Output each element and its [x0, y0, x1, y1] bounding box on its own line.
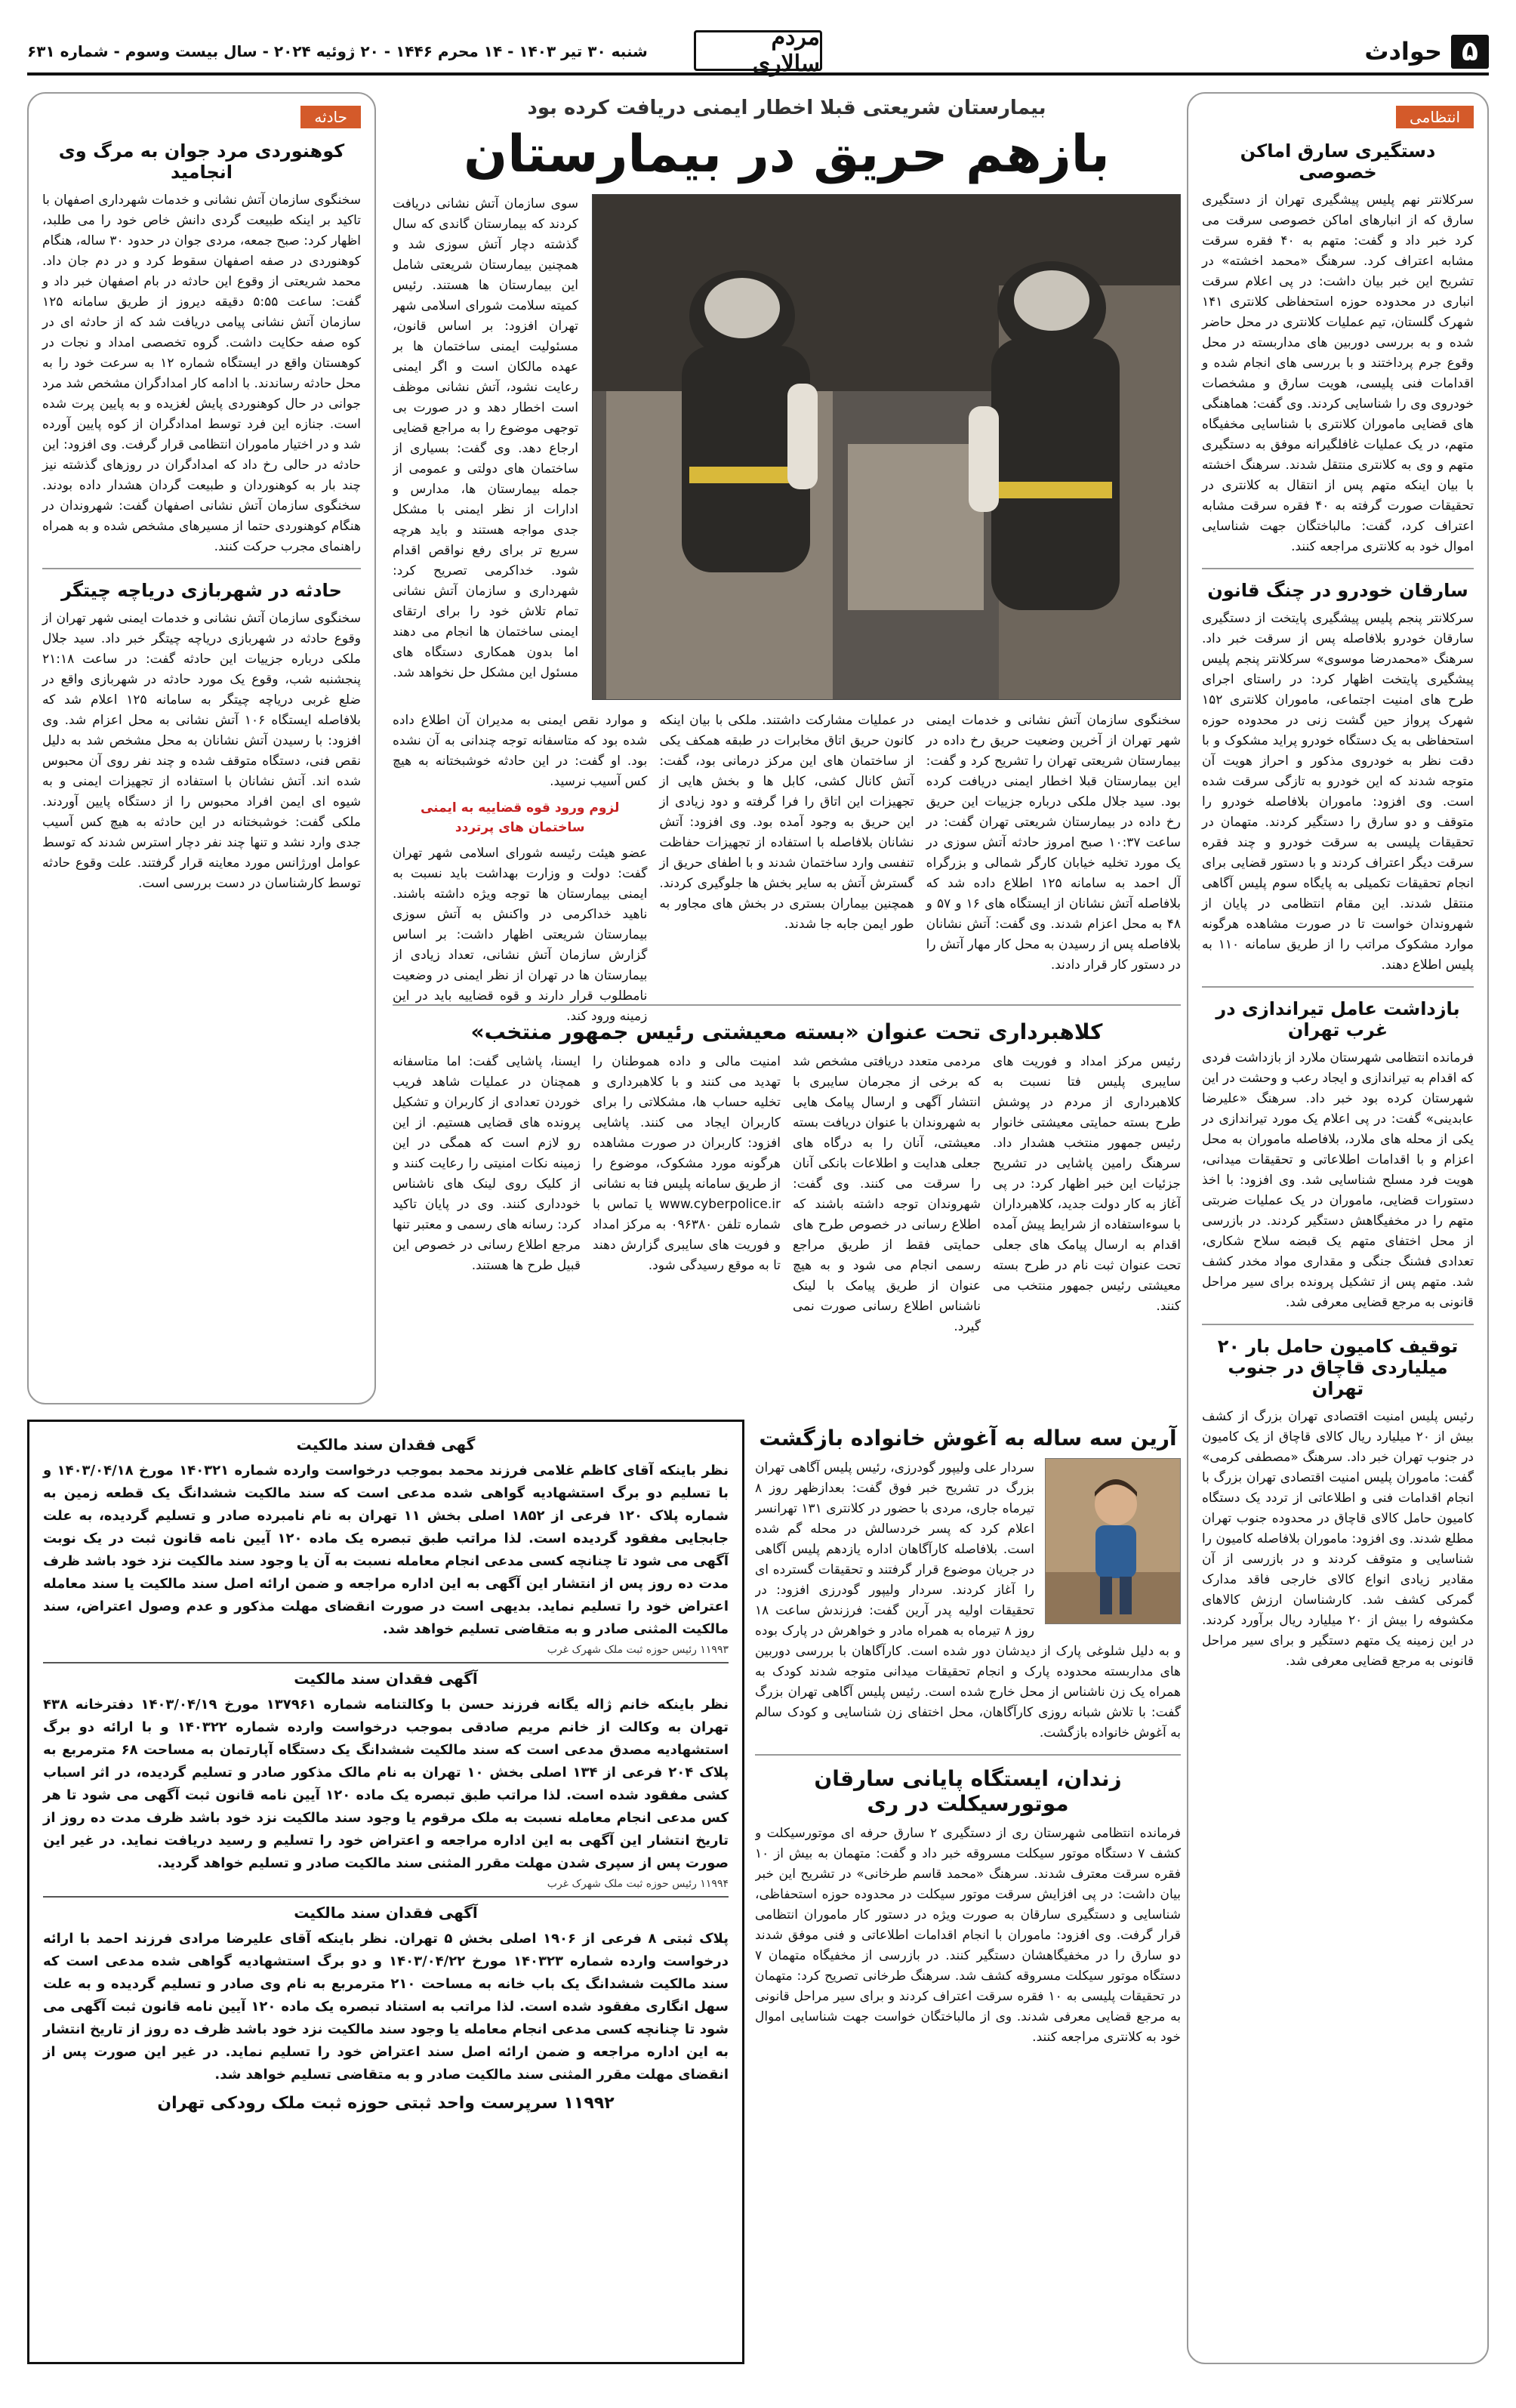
fraud-title: کلاهبرداری تحت عنوان «بسته معیشتی رئیس جمهور منتخب»	[470, 1019, 1103, 1044]
section-title: حوادث	[1364, 37, 1443, 66]
legal-notices	[27, 1420, 744, 2364]
story-title: زندان، ایستگاه پایانی سارقان موتورسیکلت در ری	[814, 1766, 1122, 1816]
fraud-text: امنیت مالی و داده هموطنان را تهدید می کنند و با کلاهبرداری و تخلیه حساب ها، مشکلاتی را برای کاربران ایجاد می کنند. پاشایی افزود: کاربران در صورت مشاهده هرگونه مورد مشکوک، موضوع را از طریق سامانه پلیس فتا به نشانی www.cyberpolice.ir یا تماس با شماره تلفن ۰۹۶۳۸۰ به مرکز امداد و فوریت های سایبری گزارش دهند تا به موقع رسیدگی شود.	[593, 1054, 781, 1273]
lead-column-right	[393, 194, 578, 700]
divider	[1202, 986, 1474, 988]
story-title: حادثه در شهربازی دریاچه چیتگر	[61, 580, 342, 601]
story-title: بازداشت عامل تیراندازی در غرب تهران	[1216, 998, 1460, 1041]
divider	[1202, 1324, 1474, 1325]
lead-text: عضو هیئت رئیسه شورای اسلامی شهر تهران گفت: دولت و وزارت بهداشت باید نسبت به ایمنی بیمارستان ها توجه ویژه داشته باشند. ناهید خداکرمی در واکنش به آتش سوزی بیمارستان شریعتی اظهار داشت: بر اساس گزارش سازمان آتش نشانی، تعداد زیادی از بیمارستان ها در تهران از نظر ایمنی در وضعیت نامطلوب قرار دارند و قوه قضاییه باید در این زمینه ورود کند.	[393, 845, 648, 1024]
fraud-text: ایسنا، پاشایی گفت: اما متاسفانه همچنان در عملیات شاهد فریب خوردن تعدادی از کاربران و تشکیل پرونده های قضایی هستیم. از این رو لازم است که همگی در این زمینه نکات امنیتی را رعایت کنند و از کلیک روی لینک های ناشناس خودداری کنند. وی در پایان تاکید کرد: رسانه های رسمی و معتبر تنها مرجع اطلاع رسانی در خصوص این قبیل طرح ها هستند.	[393, 1054, 581, 1273]
story-title: دستگیری سارق اماکن خصوصی	[1240, 140, 1436, 183]
story-title: آرین سه ساله به آغوش خانواده بازگشت	[759, 1426, 1177, 1451]
divider	[43, 1896, 729, 1898]
story-body: فرمانده انتظامی شهرستان ملارد از بازداشت فردی که اقدام به تیراندازی و ایجاد رعب و وحشت در این شهرستان کرده بود خبر داد. سرهنگ «علیرضا عابدینی» گفت: در پی اعلام یک مورد تیراندازی در یکی از محله های ملارد، بلافاصله ماموران به محل اعزام و با اقدامات اطلاعاتی و تحقیقات میدانی، هویت فرد مسلح شناسایی شد. وی افزود: با اخذ دستورات قضایی، ماموران در یک عملیات ضربتی متهم را در مخفیگاهش دستگیر کردند. در بازرسی از محل اختفای متهم یک قبضه سلاح شکاری، تعدادی فشنگ جنگی و مقداری مواد مخدر کشف شد. متهم پس از تشکیل پرونده برای سیر مراحل قانونی به مرجع قضایی معرفی شد.	[1202, 1050, 1474, 1310]
story-body: سردار علی ولیپور گودرزی، رئیس پلیس آگاهی تهران بزرگ در تشریح خبر فوق گفت: بعدازظهر روز ۸ تیرماه جاری، مردی با حضور در کلانتری ۱۳۱ تهرانسر اعلام کرد که پسر خردسالش در محله گم شده است. بلافاصله کارآگاهان اداره یازدهم پلیس آگاهی در جریان موضوع قرار گرفتند و تحقیقات گسترده ای را آغاز کردند. سردار ولیپور گودرزی افزود: در تحقیقات اولیه پدر آرین گفت: فرزندش ساعت ۱۸ روز ۸ تیرماه به همراه مادر و خواهرش در پارک بوده و به دلیل شلوغی پارک از دیدشان دور شده است. کارآگاهان با بررسی دوربین های مداربسته محدوده پارک و انجام تحقیقات میدانی متوجه شدند کودک به همراه یک زن ناشناس از محل خارج شده است. رئیس پلیس آگاهی تهران بزرگ گفت: با تلاش شبانه روزی کارآگاهان، محل اختفای زن شناسایی و کودک سالم به آغوش خانواده بازگشت.	[755, 1460, 1181, 1740]
page-number: ۵	[1451, 35, 1489, 69]
child-image	[1045, 1459, 1180, 1624]
lead-text-columns	[393, 711, 1181, 1027]
story-title: کوهنوردی مرد جوان به مرگ وی انجامید	[58, 140, 345, 183]
divider	[755, 1754, 1181, 1756]
lead-kicker: بیمارستان شریعتی قبلا اخطار ایمنی دریافت کرده بود	[527, 97, 1046, 119]
notice-signature: ۱۱۹۹۳ رئیس حوزه ثبت ملک شهرک غرب	[547, 1644, 729, 1656]
story-body: سرکلانتر نهم پلیس پیشگیری تهران از دستگیری سارق که از انبارهای اماکن خصوصی سرقت می کرد خبر داد و گفت: متهم به ۴۰ فقره سرقت مشابه اعتراف کرد. سرهنگ «محمد اخشته» در تشریح این خبر بیان داشت: در پی اعلام سرقت انباری در محدوده حوزه استحفاظی کلانتری ۱۴۱ شهرک گلستان، تیم عملیات کلانتری در محل حاضر شده و به بررسی دوربین های مداربسته در محل وقوع جرم پرداختند و با بررسی های انجام شده و اقدامات فنی پلیسی، هویت سارق و مشخصات خودروی وی را شناسایی کردند. وی گفت: هماهنگی های قضایی ماموران کلانتری با شناسایی مخفیگاه متهم، در یک عملیات غافلگیرانه موفق به دستگیری متهم و وی به کلانتری منتقل شدند. سرهنگ اخشته با بیان اینکه متهم پس از انتقال به کلانتری در تحقیقات صورت گرفته به ۴۰ فقره سرقت مشابه اعتراف کرد، گفت: مالباختگان جهت شناسایی اموال خود به کلانتری مراجعه کنند.	[1202, 193, 1474, 554]
divider	[43, 1662, 729, 1663]
lead-text: سوی سازمان آتش نشانی دریافت کردند که بیمارستان گاندی که سال گذشته دچار آتش سوزی شد و همچنین بیمارستان شریعتی شامل این بیمارستان ها هستند. رئیس کمیته سلامت شورای اسلامی شهر تهران افزود: بر اساس قانون، مسئولیت ایمنی ساختمان ها بر عهده مالکان است و اگر ایمنی رعایت نشود، آتش نشانی موظف است اخطار دهد و در صورت بی توجهی موضوع را به مراجع قضایی ارجاع دهد. وی گفت: بسیاری از ساختمان های دولتی و عمومی از جمله بیمارستان ها، مدارس و ادارات از نظر ایمنی با مشکل جدی مواجه هستند و باید هرچه سریع تر برای رفع نواقص اقدام شود. خداکرمی تصریح کرد: شهرداری و سازمان آتش نشانی تمام تلاش خود را برای ارتقای ایمنی ساختمان ها انجام می دهند اما بدون همکاری دستگاه های مسئول این مشکل حل نخواهد شد.	[393, 196, 578, 680]
issue-info: شنبه ۳۰ تیر ۱۴۰۳ - ۱۴ محرم ۱۴۴۶ - ۲۰ ژوئیه ۲۰۲۴ - سال بیست وسوم - شماره ۶۳۱	[27, 42, 648, 60]
left-box	[27, 92, 376, 1404]
story-body: فرمانده انتظامی شهرستان ری از دستگیری ۲ سارق حرفه ای موتورسیکلت و کشف ۷ دستگاه موتور سیکلت مسروقه خبر داد و گفت: متهمان به بیش از ۱۰ فقره سرقت معترف شدند. سرهنگ «محمد قاسم طرخانی» در تشریح این خبر بیان داشت: در پی افزایش سرقت موتور سیکلت در محدوده حوزه استحفاظی، شناسایی و دستگیری سارقان به صورت ویژه در دستور کار ماموران انتظامی قرار گرفت. وی افزود: ماموران با انجام اقدامات اطلاعاتی و فنی موفق شدند دو سارق را در مخفیگاهشان دستگیر کنند. در بازرسی از مخفیگاه متهمان ۷ دستگاه موتور سیکلت مسروقه کشف شد. سرهنگ طرخانی تصریح کرد: متهمان در تحقیقات پلیسی به ۱۰ فقره سرقت اعتراف کردند و برای سیر مراحل قانونی به مرجع قضایی معرفی شدند. وی از مالباختگان خواست جهت شناسایی اموال خود به کلانتری مراجعه کنند.	[755, 1826, 1181, 2045]
fraud-story	[393, 1004, 1181, 1404]
notice-title: آگهی فقدان سند مالکیت	[294, 1670, 478, 1688]
lead-text: در عملیات مشارکت داشتند. ملکی با بیان اینکه کانون حریق اتاق مخابرات در طبقه همکف یکی از ساختمان های این مرکز درمانی بود، گفت: آتش کانال کشی، کابل ها و بخش هایی از تجهیزات این اتاق را فرا گرفته و دود زیادی از این حریق به وجود آمده بود. وی افزود: آتش نشانان بلافاصله با استفاده از تجهیزات حفاظت تنفسی وارد ساختمان شدند و با اطفای حریق از گسترش آتش به سایر بخش ها جلوگیری کردند. همچنین بیماران بستری در بخش های مجاور به طور ایمن جابه جا شدند.	[659, 712, 914, 932]
story-body: سخنگوی سازمان آتش نشانی و خدمات شهرداری اصفهان با تاکید بر اینکه طبیعت گردی دانش خاص خود را می طلبد، اظهار کرد: صبح جمعه، مردی جوان در حدود ۳۰ ساله، هنگام کوهنوردی در صفه اصفهان سقوط کرد و در دم جان داد. محمد شریعتی از وقوع این حادثه در بام اصفهان خبر داد و گفت: ساعت ۵:۵۵ دقیقه دیروز از طریق سامانه ۱۲۵ سازمان آتش نشانی پیامی دریافت شد که از حادثه ای در کوه صفه حکایت داشت. گروه تخصصی امداد و نجات در کوهستان واقع در ایستگاه شماره ۱۲ به سرعت خود را به محل حادثه رساندند. با ادامه کار امدادگران مشخص شد مرد جوانی در حال کوهنوردی پایش لغزیده و به پایین پرت شده است. جنازه این فرد توسط امدادگران از کوه پایین آورده شد و در اختیار ماموران انتظامی قرار گرفت. وی افزود: این حادثه در حالی رخ داد که امدادگران در روزهای گذشته نیز چند بار به کوهنوردان و طبیعت گردان هشدار داده بودند. سخنگوی سازمان آتش نشانی اصفهان گفت: شهروندان در هنگام کوهنوردی حتما از مسیرهای مشخص شده و به همراه راهنمای مجرب حرکت کنند.	[42, 193, 362, 554]
story-body: سرکلانتر پنجم پلیس پیشگیری پایتخت از دستگیری سارقان خودرو بلافاصله پس از سرقت خبر داد. سرهنگ «محمدرضا موسوی» سرکلانتر پنجم پلیس پیشگیری پایتخت اظهار کرد: در راستای اجرای طرح های امنیت اجتماعی، ماموران کلانتری ۱۵۲ شهرک پرواز حین گشت زنی در محدوده حوزه استحفاظی به یک دستگاه خودرو پراید مشکوک و با دقت نظر به خودروی مذکور و احراز هویت آن متوجه شدند که این خودرو به تازگی سرقت شده است. وی افزود: ماموران بلافاصله خودرو را متوقف و دو سارق را دستگیر کردند. متهمان در تحقیقات پلیسی به سرقت خودرو و چند فقره سرقت دیگر اعتراف کردند و با دستور قضایی برای انجام تحقیقات تکمیلی به پایگاه سوم پلیس آگاهی منتقل شدند. این مقام انتظامی در پایان از شهروندان خواست تا در صورت مشاهده هرگونه موارد مشکوک مراتب را از طریق سامانه ۱۱۰ به پلیس اطلاع دهند.	[1202, 611, 1474, 973]
lead-subheading: لزوم ورود قوه قضاییه به ایمنی ساختمان های پرتردد	[420, 800, 620, 835]
notice-signature: ۱۱۹۹۴ رئیس حوزه ثبت ملک شهرک غرب	[547, 1878, 729, 1890]
divider	[1202, 568, 1474, 569]
kicker-left: حادثه	[300, 106, 361, 128]
story-title: سارقان خودرو در چنگ قانون	[1207, 580, 1468, 601]
masthead	[27, 24, 1489, 77]
notice-title: گهی فقدان سند مالکیت	[296, 1435, 476, 1454]
notice-body: نظر باینکه آقای کاظم غلامی فرزند محمد بموجب درخواست وارده شماره ۱۴۰۳۲۱ مورخ ۱۴۰۳/۰۴/۱۸ و با تسلیم دو برگ استشهادیه گواهی شده مدعی است که سند مالکیت ششدانگ یک قطعه زمین به شماره پلاک ۱۲۰ فرعی از ۱۸۵۲ اصلی بخش ۱۱ تهران به نام نامبرده صادر و تسلیم گردیده، به علت جابجایی مفقود گردیده است. لذا مراتب طبق تبصره یک ماده ۱۲۰ آیین نامه قانون ثبت در یک نوبت آگهی می شود تا چنانچه کسی مدعی انجام معامله نسبت به آن یا وجود سند مالکیت نزد خود باشد ظرف مدت ده روز پس از انتشار این آگهی به این اداره مراجعه و ضمن ارائه اصل سند مالکیت یا سند معامله اعتراض خود را تسلیم نماید. بدیهی است در صورت انقضای مهلت مذکور و عدم وصول اعتراض، سند مالکیت المثنی صادر و به متقاضی تسلیم خواهد شد.	[43, 1463, 729, 1637]
right-box	[1187, 92, 1489, 2364]
story-title: توقیف کامیون حامل بار ۲۰ میلیاردی قاچاق در جنوب تهران	[1217, 1336, 1459, 1399]
story-body: سخنگوی سازمان آتش نشانی و خدمات ایمنی شهر تهران از وقوع حادثه در شهربازی دریاچه چیتگر خبر داد. سید جلال ملکی درباره جزییات این حادثه گفت: در ساعت ۲۱:۱۸ پنجشنبه شب، وقوع یک مورد حادثه در شهربازی واقع در ضلع غربی دریاچه چیتگر به سامانه ۱۲۵ اعلام شد که بلافاصله ایستگاه ۱۰۶ آتش نشانی به محل اعزام شد. وی افزود: با رسیدن آتش نشانان به محل مشخص شد به دلیل نقص فنی، دستگاه متوقف شده و چند نفر روی آن محبوس شده اند. آتش نشانان با استفاده از تجهیزات ایمنی و به شیوه ای ایمن افراد محبوس را از دستگاه پایین آوردند. ملکی گفت: خوشبختانه در این حادثه به هیچ کس آسیب جدی وارد نشد و تنها چند نفر دچار استرس شدند که توسط عوامل اورژانس مورد معاینه قرار گرفتند. علت وقوع حادثه توسط کارشناسان در دست بررسی است.	[42, 611, 361, 891]
lead-text: و موارد نقص ایمنی به مدیران آن اطلاع داده شده بود که متاسفانه توجه چندانی به آن نشده بود. او گفت: در این حادثه خوشبختانه به هیچ کس آسیب نرسید.	[393, 712, 648, 789]
story-body: رئیس پلیس امنیت اقتصادی تهران بزرگ از کشف بیش از ۲۰ میلیارد ریال کالای قاچاق از یک کامیون در جنوب تهران خبر داد. سرهنگ «مصطفی کرمی» گفت: ماموران پلیس امنیت اقتصادی تهران بزرگ با انجام اقدامات فنی و اطلاعاتی از تردد یک دستگاه کامیون حامل کالای قاچاق در محدوده جنوب تهران مطلع شدند. وی افزود: ماموران بلافاصله کامیون را شناسایی و متوقف کردند و در بازرسی از آن مقادیر زیادی انواع کالای خارجی فاقد مدارک گمرکی کشف شد. کارشناسان ارزش کالاهای مکشوفه را بیش از ۲۰ میلیارد ریال برآورد کردند. در این زمینه یک متهم دستگیر و برای سیر مراحل قانونی به مرجع قضایی معرفی شد.	[1202, 1409, 1474, 1669]
notice-title: آگهی فقدان سند مالکیت	[294, 1904, 478, 1922]
notice-final-signature: ۱۱۹۹۲ سرپرست واحد ثبتی حوزه ثبت ملک رودکی تهران	[157, 2094, 615, 2113]
bottom-middle-column	[755, 1420, 1181, 2364]
notice-body: نظر باینکه خانم ژاله یگانه فرزند حسن با وکالتنامه شماره ۱۳۷۹۶۱ مورخ ۱۴۰۳/۰۴/۱۹ دفترخانه ۴۳۸ تهران به وکالت از خانم مریم صادقی بموجب درخواست وارده شماره ۱۴۰۳۲۲ و با ارائه دو برگ استشهادیه مصدق مدعی است که سند مالکیت ششدانگ یک دستگاه آپارتمان به مساحت ۶۸ مترمربع به پلاک ۲۰۴ فرعی از ۱۳۴ اصلی بخش ۱۰ تهران به نام مالک مذکور صادر و تسلیم گردیده، در اثر اسباب کشی مفقود شده است. لذا مراتب طبق تبصره یک ماده ۱۲۰ آیین نامه قانون ثبت آگهی می شود تا هر کس مدعی انجام معامله نسبت به ملک مرقوم یا وجود سند مالکیت نزد خود باشد ظرف مدت ده روز از تاریخ انتشار این آگهی به این اداره مراجعه و اعتراض خود را تسلیم و رسید دریافت نماید. در غیر این صورت پس از سپری شدن مهلت مقرر المثنی سند مالکیت صادر و تسلیم خواهد گردید.	[43, 1697, 729, 1871]
lead-text: سخنگوی سازمان آتش نشانی و خدمات ایمنی شهر تهران از آخرین وضعیت حریق رخ داده در بیمارستان شریعتی تهران را تشریح کرد و گفت: این بیمارستان قبلا اخطار ایمنی دریافت کرده بود. سید جلال ملکی درباره جزییات این حریق رخ داده در بیمارستان شریعتی تهران گفت: در ساعت ۱۰:۳۷ صبح امروز حادثه آتش سوزی در یک مورد تخلیه خیابان کارگر شمالی و بزرگراه آل احمد به سامانه ۱۲۵ اطلاع داده شد که بلافاصله آتش نشانان از ایستگاه های ۱۶ و ۵۷ و ۴۸ به محل اعزام شدند. وی گفت: آتش نشانان بلافاصله پس از رسیدن به محل کار مهار آتش را در دستور کار قرار دادند.	[926, 712, 1181, 973]
divider	[42, 568, 361, 569]
child-photo	[1045, 1458, 1181, 1624]
firefighters-image	[592, 195, 1180, 700]
kicker-right: انتظامی	[1396, 106, 1474, 128]
fire-photo	[592, 194, 1181, 700]
newspaper-logo: مردم سالاری	[694, 30, 822, 71]
lead-title: بازهم حریق در بیمارستان	[464, 125, 1110, 184]
right-column	[1187, 92, 1489, 2364]
fraud-text: مردمی متعدد دریافتی مشخص شد که برخی از مجرمان سایبری با انتشار آگهی و ارسال پیامک هایی به شهروندان با عنوان دریافت بسته معیشتی، آنان را به درگاه های جعلی هدایت و اطلاعات بانکی آنان را سرقت می کنند. وی گفت: شهروندان توجه داشته باشند که اطلاع رسانی در خصوص طرح های حمایتی فقط از طریق مراجع رسمی انجام می شود و به هیچ عنوان از طریق پیامک با لینک ناشناس اطلاع رسانی صورت نمی گیرد.	[793, 1054, 981, 1334]
fraud-text: رئیس مرکز امداد و فوریت های سایبری پلیس فتا نسبت به کلاهبرداری از مردم در پوشش طرح بسته حمایتی معیشتی خانوار رئیس جمهور منتخب هشدار داد. سرهنگ رامین پاشایی در تشریح جزئیات این خبر اظهار کرد: در پی آغاز به کار دولت جدید، کلاهبرداران با سوءاستفاده از شرایط پیش آمده اقدام به ارسال پیامک های جعلی تحت عنوان ثبت نام در طرح بسته معیشتی رئیس جمهور منتخب می کنند.	[993, 1054, 1181, 1314]
left-column	[27, 92, 376, 1404]
section-header	[1364, 35, 1489, 69]
notice-body: پلاک ثبتی ۸ فرعی از ۱۹۰۶ اصلی بخش ۵ تهران. نظر باینکه آقای علیرضا مرادی فرزند احمد با ارائه درخواست وارده شماره ۱۴۰۳۲۳ مورخ ۱۴۰۳/۰۴/۲۲ و دو برگ استشهادیه گواهی شده مدعی است که سند مالکیت ششدانگ یک باب خانه به مساحت ۲۱۰ مترمربع به نام وی صادر و تسلیم گردیده و به علت سهل انگاری مفقود شده است. لذا مراتب به استناد تبصره یک ماده ۱۲۰ آیین نامه قانون ثبت آگهی می شود تا چنانچه کسی مدعی انجام معامله یا وجود سند مالکیت نزد خود باشد ظرف ده روز از تاریخ انتشار به این اداره مراجعه و ضمن ارائه اصل سند اعتراض خود را تسلیم نماید. در غیر این صورت پس از انقضای مهلت مقرر المثنی سند مالکیت صادر و به متقاضی تسلیم خواهد شد.	[43, 1931, 729, 2083]
